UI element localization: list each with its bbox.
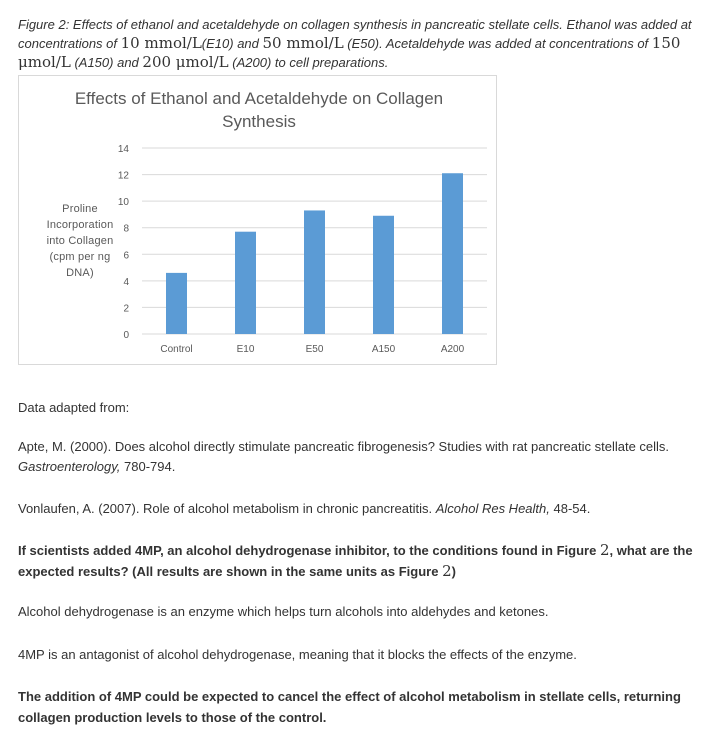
y-tick-label: 10 [117,197,129,209]
question-part3: ) [451,564,456,579]
figure-caption [18,15,698,72]
bar [235,232,256,334]
question-part1: If scientists added 4MP, an alcohol dehydrogenase inhibitor, to the conditions found in Figure [18,543,597,558]
caption-a150-tag: (A150) and [74,55,139,70]
bar [166,273,187,334]
caption-a200-conc: 200 μmol/L [142,53,229,71]
caption-e10-conc: 10 mmol/L [120,34,202,52]
x-tick-label: E50 [305,344,324,355]
y-tick-label: 8 [123,223,129,235]
y-tick-label: 2 [123,303,129,315]
caption-a150-conc: 150 μmol/L [18,34,681,71]
y-tick-label: 12 [117,170,129,182]
reference-apte-text: Apte, M. (2000). Does alcohol directly stimulate pancreatic fibrogenesis? Studies with rat pancreatic stellate cells. [18,439,670,454]
reference-apte [18,437,698,477]
explanation-enzyme: Alcohol dehydrogenase is an enzyme which helps turn alcohols into aldehydes and ketones. [18,604,549,619]
caption-e50-conc: 50 mmol/L [262,34,344,52]
y-axis-label-line: into Collagen [46,235,114,247]
caption-e10-tag: (E10) and [201,36,259,51]
question-figure-number: 2 [442,562,452,580]
reference-apte-journal: Gastroenterology, [18,459,121,474]
chart-container [18,75,497,365]
question-figure-number: 2 [599,541,610,559]
x-tick-label: E10 [236,344,255,355]
x-tick-label: Control [160,344,193,355]
caption-a200-tag: (A200) to cell preparations. [232,55,389,70]
chart-title: Synthesis [222,112,296,131]
sources-heading: Data adapted from: [18,400,130,415]
explanation-antagonist: 4MP is an antagonist of alcohol dehydrogenase, meaning that it blocks the effects of the enzyme. [18,647,577,662]
y-tick-label: 4 [123,276,129,288]
bar [304,210,325,334]
reference-apte-pages: 780-794. [124,459,176,474]
x-tick-label: A150 [371,344,396,355]
y-axis-label-line: DNA) [66,267,94,279]
y-axis-label-line: Incorporation [46,219,114,231]
reference-vonlaufen-pages: 48-54. [553,501,591,516]
y-tick-label: 14 [117,144,129,155]
x-tick-label: A200 [440,344,465,355]
answer-text: The addition of 4MP could be expected to cancel the effect of alcohol metabolism in stellate cells, returning collagen production levels to those of the control. [18,689,681,725]
y-axis-label [30,201,130,281]
chart-title: Effects of Ethanol and Acetaldehyde on Collagen [74,89,444,108]
reference-vonlaufen-journal: Alcohol Res Health, [435,501,550,516]
reference-vonlaufen [18,499,698,519]
caption-e50-tag: (E50). Acetaldehyde was added at concentrations of [347,36,649,51]
y-axis-label-line: (cpm per ng [49,251,111,263]
y-axis-label-line: Proline [62,203,98,215]
question-text [18,540,698,582]
y-tick-label: 0 [123,330,129,341]
bar [373,216,394,334]
y-tick-label: 6 [123,250,129,262]
reference-vonlaufen-text: Vonlaufen, A. (2007). Role of alcohol metabolism in chronic pancreatitis. [18,501,433,516]
bar [442,173,463,334]
question-part2: , what are the expected results? (All results are shown in the same units as Figure [18,543,693,579]
caption-lead: Figure 2: Effects of ethanol and acetaldehyde on collagen synthesis in pancreatic stellate cells. Ethanol was added at concentrations of [18,17,692,51]
